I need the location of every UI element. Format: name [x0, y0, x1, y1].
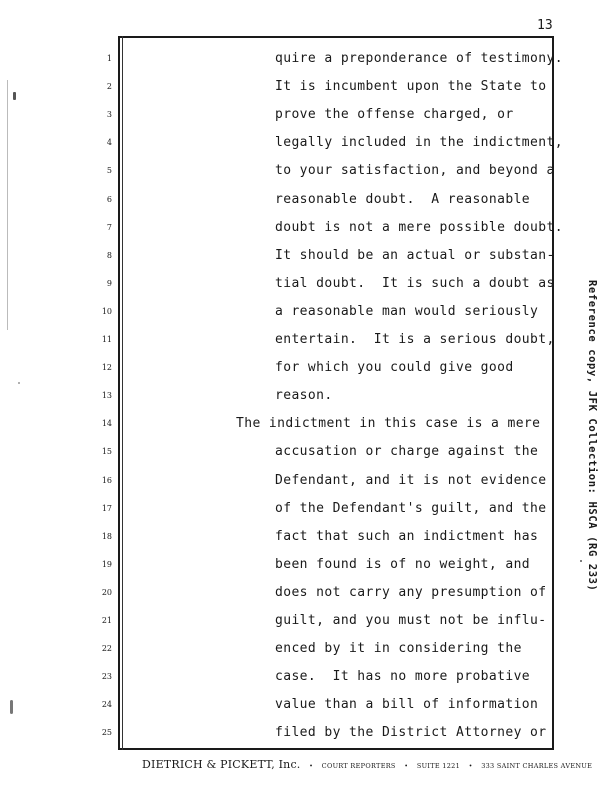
- footer-bullet: •: [468, 763, 473, 770]
- line-number: 13: [101, 391, 112, 401]
- line-number: 25: [101, 728, 112, 738]
- line-number: 16: [101, 475, 112, 485]
- line-number: 17: [101, 503, 112, 513]
- transcript-line: case. It has no more probative: [275, 669, 531, 685]
- transcript-line: tial doubt. It is such a doubt as: [275, 275, 555, 291]
- transcript-line: doubt is not a mere possible doubt.: [275, 219, 563, 235]
- footer-bullet: •: [404, 763, 409, 770]
- line-number: 8: [106, 250, 112, 260]
- transcript-line: value than a bill of information: [275, 697, 539, 713]
- transcript-line: to your satisfaction, and beyond a: [275, 163, 555, 179]
- line-number: 2: [106, 82, 112, 92]
- scan-speck: [580, 560, 582, 562]
- footer-suite: SUITE 1221: [416, 762, 461, 770]
- scan-speck: [10, 700, 13, 714]
- transcript-line: accusation or charge against the: [275, 444, 539, 460]
- transcript-line: does not carry any presumption of: [275, 584, 547, 600]
- line-number: 3: [106, 110, 112, 120]
- transcript-line: guilt, and you must not be influ-: [275, 613, 547, 628]
- transcript-line: enced by it in considering the: [275, 641, 522, 657]
- scan-speck: [13, 92, 16, 100]
- line-number: 9: [106, 278, 112, 288]
- footer-court-reporters: COURT REPORTERS: [321, 762, 396, 770]
- transcript-line: of the Defendant's guilt, and the: [275, 500, 547, 516]
- transcript-line: for which you could give good: [275, 360, 514, 376]
- scan-speck: [18, 382, 20, 384]
- page-number: 13: [537, 18, 553, 33]
- transcript-line: been found is of no weight, and: [275, 556, 531, 572]
- transcript-line: The indictment in this case is a mere: [236, 416, 541, 432]
- line-number: 10: [101, 306, 112, 316]
- margin-line: [7, 80, 8, 330]
- line-number: 22: [101, 644, 112, 654]
- transcript-line: prove the offense charged, or: [275, 107, 514, 123]
- transcript-line: filed by the District Attorney or: [275, 725, 547, 741]
- line-number: 14: [101, 419, 112, 429]
- transcript-line: reasonable doubt. A reasonable: [275, 191, 531, 207]
- transcript-line: Defendant, and it is not evidence: [275, 472, 547, 488]
- footer-company: DIETRICH & PICKETT, Inc.: [142, 758, 301, 771]
- line-number: 24: [101, 700, 112, 710]
- line-number: 18: [101, 531, 112, 541]
- line-number: 23: [101, 672, 112, 682]
- transcript-line: entertain. It is a serious doubt,: [275, 332, 555, 347]
- footer-bullet: •: [309, 763, 313, 770]
- transcript-line: It should be an actual or substan-: [275, 247, 555, 263]
- footer-address: 333 SAINT CHARLES AVENUE: [481, 762, 593, 770]
- transcript-line: quire a preponderance of testimony.: [275, 51, 563, 66]
- line-number: 5: [106, 166, 112, 176]
- line-number: 7: [106, 222, 112, 232]
- transcript-line: It is incumbent upon the State to: [275, 79, 547, 95]
- side-reference-stamp: Reference copy, JFK Collection: HSCA (RG 233): [586, 280, 598, 592]
- line-number: 1: [106, 54, 112, 63]
- line-number: 6: [106, 194, 112, 204]
- transcript-line: a reasonable man would seriously: [275, 303, 539, 319]
- line-number: 15: [101, 447, 112, 457]
- line-number: 19: [101, 559, 112, 569]
- transcript-line: reason.: [275, 388, 333, 404]
- footer: [142, 758, 592, 771]
- line-number: 21: [101, 616, 112, 625]
- transcript-line: fact that such an indictment has: [275, 528, 539, 544]
- line-number: 20: [101, 587, 112, 597]
- line-number: 12: [101, 363, 112, 373]
- line-number: 4: [106, 138, 112, 148]
- line-number: 11: [101, 335, 112, 344]
- pleading-frame-inner-rule: [122, 36, 123, 750]
- transcript-line: legally included in the indictment,: [275, 135, 563, 151]
